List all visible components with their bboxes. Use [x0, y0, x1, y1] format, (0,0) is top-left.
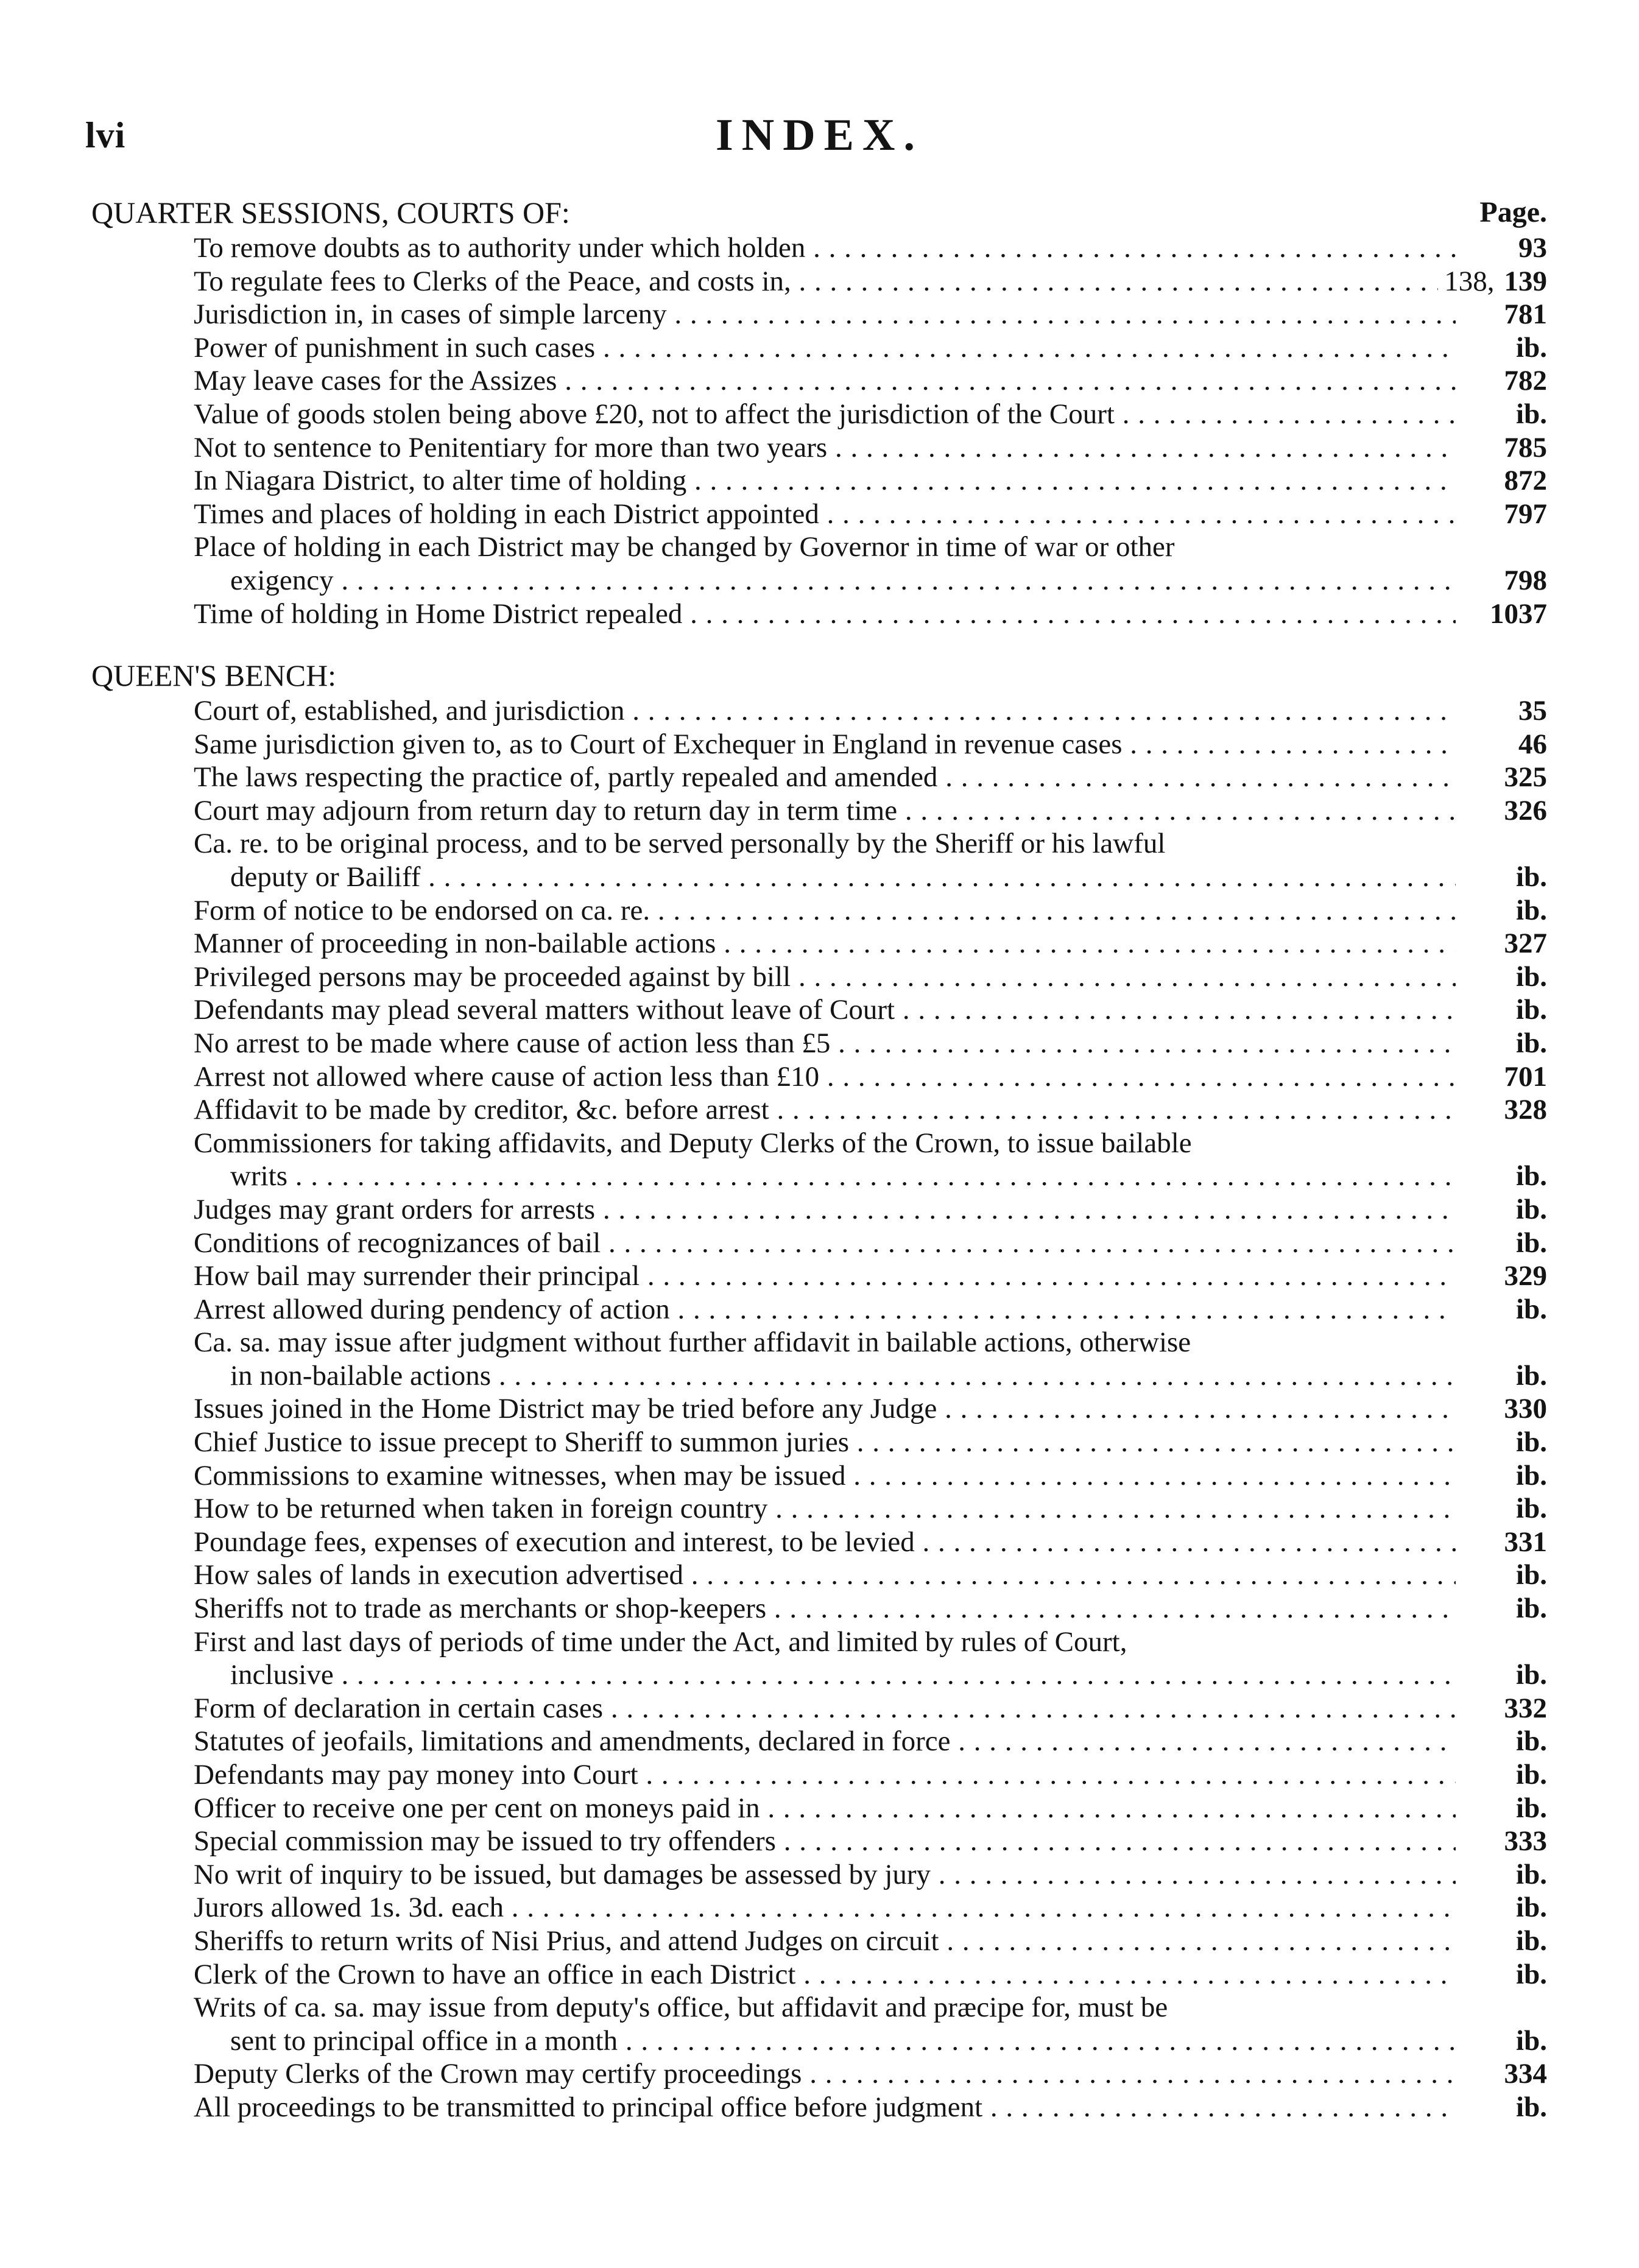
index-entry: [91, 1692, 1547, 1725]
entry-page-ref: [1456, 464, 1547, 498]
entry-page-ref: [1456, 1426, 1547, 1459]
entry-page-number: 1037: [1490, 597, 1547, 630]
entry-page-ref: [1456, 1925, 1547, 1958]
entry-page-ref: [1456, 861, 1547, 894]
index-entry: [91, 265, 1547, 298]
entry-page-number: ib.: [1516, 2024, 1547, 2057]
entry-page-number: ib.: [1516, 894, 1547, 926]
entry-text: To remove doubts as to authority under which holden . . .: [194, 231, 1456, 265]
entry-text: How sales of lands in execution advertised . . .: [194, 1558, 1456, 1592]
entry-text: Judges may grant orders for arrests . . .: [194, 1193, 1456, 1227]
index-entry: [91, 1891, 1547, 1925]
index-entry: [91, 1625, 1547, 1692]
entry-page-ref: [1456, 231, 1547, 265]
entry-continuation: writs . . .: [194, 1160, 1456, 1193]
index-entry: [91, 1958, 1547, 1992]
entry-page-number: 93: [1518, 232, 1547, 264]
entry-page-ref: [1456, 364, 1547, 398]
entry-text: Poundage fees, expenses of execution and interest, to be levied . . .: [194, 1526, 1456, 1559]
entry-page-number: ib.: [1516, 1193, 1547, 1225]
index-entry: [91, 1193, 1547, 1227]
entry-text: Defendants may plead several matters without leave of Court . . .: [194, 993, 1456, 1027]
entry-page-ref: [1456, 1060, 1547, 1094]
entry-text: Writs of ca. sa. may issue from deputy's office, but affidavit and præcipe for, must be: [194, 1992, 1168, 2024]
entry-text: How bail may surrender their principal . . .: [194, 1259, 1456, 1293]
entry-page-ref: [1456, 331, 1547, 365]
entry-text: Value of goods stolen being above £20, not to affect the jurisdiction of the Court . . .: [194, 398, 1456, 431]
entry-page-number: ib.: [1516, 1493, 1547, 1525]
index-entry: [91, 398, 1547, 431]
entry-page-number: 326: [1504, 794, 1547, 826]
entry-page-number: ib.: [1516, 331, 1547, 364]
index-entry: [91, 1127, 1547, 1193]
entry-page-ref: [1456, 1359, 1547, 1393]
entry-page-ref: [1456, 1093, 1547, 1127]
entry-text: Arrest allowed during pendency of action . . .: [194, 1293, 1456, 1326]
entry-page-ref: [1456, 2057, 1547, 2091]
index-entry: [91, 1858, 1547, 1892]
index-entry: [91, 1725, 1547, 1758]
index-entry-list: [91, 694, 1547, 2124]
index-entry: [91, 694, 1547, 728]
entry-page-number: 785: [1504, 431, 1547, 463]
entry-page-number: ib.: [1516, 1160, 1547, 1192]
index-entry: [91, 597, 1547, 631]
entry-page-number: 782: [1504, 365, 1547, 397]
entry-text: Place of holding in each District may be changed by Governor in time of war or other: [194, 531, 1175, 563]
section-heading: QUARTER SESSIONS, COURTS OF:: [91, 195, 570, 230]
entry-page-number: ib.: [1516, 1925, 1547, 1957]
entry-text: Sheriffs to return writs of Nisi Prius, and attend Judges on circuit . . .: [194, 1925, 1456, 1958]
entry-page-number: 139: [1504, 265, 1547, 297]
entry-continuation: deputy or Bailiff . . .: [194, 861, 1456, 894]
entry-page-ref-secondary: 138,: [1444, 265, 1495, 297]
entry-page-ref: [1456, 993, 1547, 1027]
index-entry: [91, 1426, 1547, 1459]
entry-text: Deputy Clerks of the Crown may certify proceedings . . .: [194, 2057, 1456, 2091]
entry-page-number: ib.: [1516, 1725, 1547, 1758]
entry-page-ref: [1456, 1526, 1547, 1559]
entry-page-number: ib.: [1516, 1227, 1547, 1259]
index-entry: [91, 761, 1547, 794]
entry-page-ref: [1456, 794, 1547, 828]
index-entry: [91, 1093, 1547, 1127]
entry-page-ref: [1456, 1692, 1547, 1725]
index-entry: [91, 1526, 1547, 1559]
entry-page-number: 333: [1504, 1825, 1547, 1858]
index-entry: [91, 1758, 1547, 1792]
entry-text: Manner of proceeding in non-bailable actions . . .: [194, 927, 1456, 960]
entry-text: Chief Justice to issue precept to Sheriff to summon juries . . .: [194, 1426, 1456, 1459]
entry-text: Power of punishment in such cases . . .: [194, 331, 1456, 365]
running-title: INDEX.: [716, 110, 923, 160]
entry-text: Jurisdiction in, in cases of simple larceny . . .: [194, 298, 1456, 331]
index-entry: [91, 993, 1547, 1027]
index-entry: [91, 331, 1547, 365]
entry-page-number: ib.: [1516, 1659, 1547, 1691]
entry-page-ref: [1456, 1492, 1547, 1526]
entry-continuation: in non-bailable actions . . .: [194, 1359, 1456, 1393]
entry-text: Conditions of recognizances of bail . . .: [194, 1227, 1456, 1260]
page-folio: lvi: [85, 115, 126, 155]
index-entry: [91, 2057, 1547, 2091]
entry-page-number: 798: [1504, 564, 1547, 596]
entry-page-ref: [1456, 927, 1547, 960]
entry-text: Court may adjourn from return day to return day in term time . . .: [194, 794, 1456, 828]
entry-page-ref: [1456, 960, 1547, 994]
entry-page-ref: [1456, 1392, 1547, 1426]
entry-text: Officer to receive one per cent on moneys paid in . . .: [194, 1792, 1456, 1825]
entry-page-number: ib.: [1516, 1858, 1547, 1890]
entry-text: Defendants may pay money into Court . . .: [194, 1758, 1456, 1792]
entry-text: To regulate fees to Clerks of the Peace, and costs in, . . .: [194, 265, 1438, 298]
entry-text: No arrest to be made where cause of action less than £5 . . .: [194, 1027, 1456, 1060]
index-entry: [91, 1825, 1547, 1858]
entry-page-number: 328: [1504, 1094, 1547, 1126]
entry-text: Privileged persons may be proceeded against by bill . . .: [194, 960, 1456, 994]
entry-text: Times and places of holding in each District appointed . . .: [194, 498, 1456, 531]
entry-page-ref: [1456, 1193, 1547, 1227]
entry-page-ref: [1456, 1459, 1547, 1493]
index-entry: [91, 1558, 1547, 1592]
entry-page-ref: [1456, 728, 1547, 761]
entry-text: Court of, established, and jurisdiction . . .: [194, 694, 1456, 728]
index-entry: [91, 1227, 1547, 1260]
entry-page-number: 334: [1504, 2058, 1547, 2090]
section-heading-row: [91, 194, 1547, 231]
entry-page-number: ib.: [1516, 1359, 1547, 1392]
entry-page-ref: [1456, 694, 1547, 728]
entry-page-ref: [1456, 1259, 1547, 1293]
entry-text: The laws respecting the practice of, partly repealed and amended . . .: [194, 761, 1456, 794]
entry-text: No writ of inquiry to be issued, but damages be assessed by jury . . .: [194, 1858, 1456, 1892]
entry-page-number: 331: [1504, 1526, 1547, 1558]
index-entry: [91, 1925, 1547, 1958]
index-entry: [91, 728, 1547, 761]
index-entry: [91, 364, 1547, 398]
entry-text: May leave cases for the Assizes . . .: [194, 364, 1456, 398]
index-entry-list: [91, 231, 1547, 630]
entry-page-ref: [1456, 1293, 1547, 1326]
entry-text: Statutes of jeofails, limitations and amendments, declared in force . . .: [194, 1725, 1456, 1758]
section-queens-bench: [91, 657, 1547, 2124]
entry-page-ref: [1456, 564, 1547, 597]
entry-page-number: ib.: [1516, 1792, 1547, 1824]
entry-page-number: ib.: [1516, 1759, 1547, 1791]
index-entry: [91, 1027, 1547, 1060]
entry-continuation: exigency . . .: [194, 564, 1456, 597]
entry-page-ref: [1456, 1725, 1547, 1758]
entry-page-number: 329: [1504, 1260, 1547, 1292]
index-entry: [91, 1259, 1547, 1293]
entry-text: Time of holding in Home District repealed . . .: [194, 597, 1456, 631]
entry-page-number: ib.: [1516, 1426, 1547, 1459]
entry-page-ref: [1456, 894, 1547, 928]
entry-page-ref: [1456, 1758, 1547, 1792]
index-entry: [91, 231, 1547, 265]
entry-text: Ca. sa. may issue after judgment without further affidavit in bailable actions, otherwise: [194, 1326, 1191, 1359]
entry-text: Not to sentence to Penitentiary for more than two years . . .: [194, 431, 1456, 465]
entry-page-ref: [1456, 1858, 1547, 1892]
index-entry: [91, 927, 1547, 960]
entry-page-ref: [1456, 597, 1547, 631]
entry-page-number: 330: [1504, 1393, 1547, 1425]
section-heading: QUEEN'S BENCH:: [91, 658, 337, 692]
entry-page-number: ib.: [1516, 398, 1547, 430]
entry-text: Clerk of the Crown to have an office in each District . . .: [194, 1958, 1456, 1992]
entry-text: Affidavit to be made by creditor, &c. before arrest . . .: [194, 1093, 1456, 1127]
entry-page-ref: [1456, 1792, 1547, 1825]
index-entry: [91, 2091, 1547, 2124]
entry-page-number: 325: [1504, 761, 1547, 794]
section-quarter-sessions: [91, 194, 1547, 630]
index-entry: [91, 1392, 1547, 1426]
index-entry: [91, 960, 1547, 994]
entry-text: Commissioners for taking affidavits, and Deputy Clerks of the Crown, to issue bailable: [194, 1127, 1192, 1159]
entry-page-number: 46: [1518, 728, 1547, 760]
index-entry: [91, 464, 1547, 498]
index-entry: [91, 894, 1547, 928]
entry-page-ref: [1456, 1891, 1547, 1925]
entry-page-number: ib.: [1516, 1293, 1547, 1325]
entry-continuation: sent to principal office in a month . . .: [194, 2024, 1456, 2058]
entry-page-number: 332: [1504, 1692, 1547, 1724]
entry-page-ref: [1456, 1958, 1547, 1992]
entry-page-ref: [1456, 1160, 1547, 1193]
entry-page-ref: [1456, 1825, 1547, 1858]
index-entry: [91, 1792, 1547, 1825]
entry-page-ref: [1456, 1658, 1547, 1692]
index-entry: [91, 530, 1547, 597]
entry-page-ref: [1444, 265, 1547, 298]
entry-continuation: inclusive . . .: [194, 1658, 1456, 1692]
entry-page-number: 327: [1504, 928, 1547, 960]
entry-page-ref: [1456, 398, 1547, 431]
entry-page-number: ib.: [1516, 1958, 1547, 1990]
entry-text: Form of declaration in certain cases . . .: [194, 1692, 1456, 1725]
index-entry: [91, 1326, 1547, 1392]
entry-page-ref: [1456, 298, 1547, 331]
index-entry: [91, 794, 1547, 828]
entry-page-ref: [1456, 1592, 1547, 1625]
index-entry: [91, 827, 1547, 893]
entry-text: Commissions to examine witnesses, when may be issued . . .: [194, 1459, 1456, 1493]
index-entry: [91, 431, 1547, 465]
entry-page-number: ib.: [1516, 1892, 1547, 1924]
index-entry: [91, 1492, 1547, 1526]
entry-page-number: ib.: [1516, 861, 1547, 893]
entry-text: First and last days of periods of time under the Act, and limited by rules of Court,: [194, 1625, 1127, 1658]
entry-page-ref: [1456, 1558, 1547, 1592]
entry-page-ref: [1456, 431, 1547, 465]
entry-page-ref: [1456, 1027, 1547, 1060]
entry-page-number: 781: [1504, 298, 1547, 331]
entry-text: Arrest not allowed where cause of action less than £10 . . .: [194, 1060, 1456, 1094]
index-entry: [91, 1459, 1547, 1493]
entry-page-number: ib.: [1516, 1459, 1547, 1491]
entry-text: All proceedings to be transmitted to principal office before judgment . . .: [194, 2091, 1456, 2124]
entry-page-number: ib.: [1516, 1593, 1547, 1625]
entry-page-number: ib.: [1516, 960, 1547, 993]
entry-text: Issues joined in the Home District may be tried before any Judge . . .: [194, 1392, 1456, 1426]
entry-text: Form of notice to be endorsed on ca. re. . . .: [194, 894, 1456, 928]
entry-page-ref: [1456, 2024, 1547, 2058]
entry-text: In Niagara District, to alter time of holding . . .: [194, 464, 1456, 498]
entry-page-number: 797: [1504, 498, 1547, 530]
entry-page-ref: [1456, 2091, 1547, 2124]
entry-text: Jurors allowed 1s. 3d. each . . .: [194, 1891, 1456, 1925]
index-entry: [91, 1592, 1547, 1625]
entry-text: Ca. re. to be original process, and to be served personally by the Sheriff or his lawful: [194, 828, 1166, 860]
entry-text: How to be returned when taken in foreign country . . .: [194, 1492, 1456, 1526]
index-entry: [91, 1060, 1547, 1094]
section-heading-row: [91, 657, 1547, 694]
entry-page-ref: [1456, 498, 1547, 531]
entry-text: Special commission may be issued to try offenders . . .: [194, 1825, 1456, 1858]
entry-text: Sheriffs not to trade as merchants or shop-keepers . . .: [194, 1592, 1456, 1625]
index-entry: [91, 498, 1547, 531]
entry-page-ref: [1456, 1227, 1547, 1260]
entry-page-number: 35: [1518, 695, 1547, 727]
entry-page-number: ib.: [1516, 2091, 1547, 2123]
index-entry: [91, 1293, 1547, 1326]
index-entry: [91, 1991, 1547, 2057]
entry-text: Same jurisdiction given to, as to Court of Exchequer in England in revenue cases . . .: [194, 728, 1456, 761]
entry-page-ref: [1456, 761, 1547, 794]
entry-page-number: 872: [1504, 465, 1547, 497]
page-column-heading: Page.: [1479, 196, 1547, 228]
entry-page-number: ib.: [1516, 994, 1547, 1026]
index-entry: [91, 298, 1547, 331]
entry-page-number: ib.: [1516, 1027, 1547, 1059]
entry-page-number: ib.: [1516, 1559, 1547, 1591]
entry-page-number: 701: [1504, 1060, 1547, 1093]
